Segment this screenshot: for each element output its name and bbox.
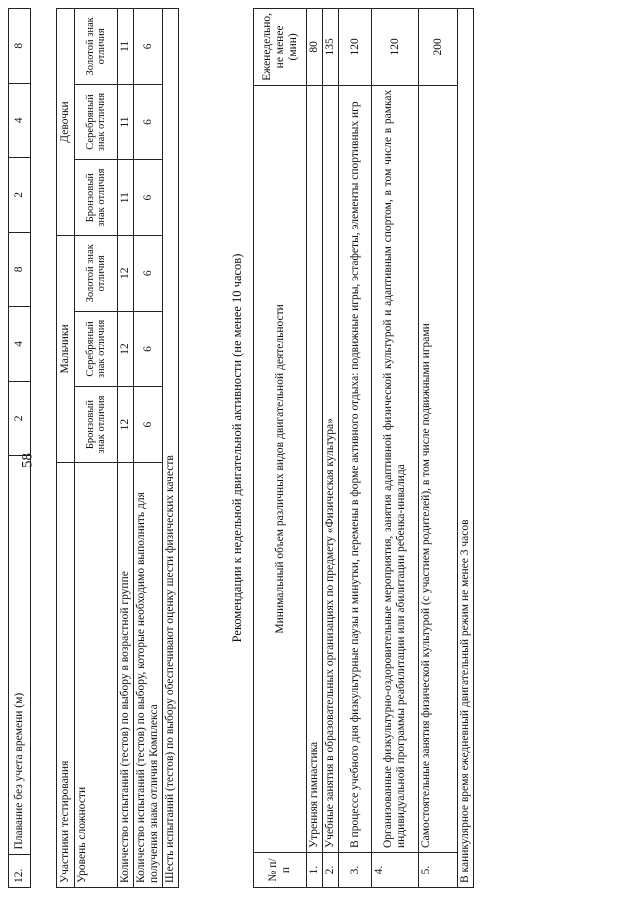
table-cell: 11 <box>118 84 134 160</box>
girls-header: Девочки <box>57 9 75 236</box>
recommendations-table <box>253 8 474 888</box>
activity-text: Утренняя гимнастика <box>307 85 323 852</box>
minutes-value: 135 <box>323 9 339 86</box>
page-number: 58 <box>19 453 36 468</box>
table-cell: 4 <box>9 83 31 158</box>
table-cell: 6 <box>134 311 163 387</box>
boys-header: Мальчики <box>57 235 75 462</box>
row-label: Количество испытаний (тестов) по выбору, которые необходимо выполнить для получения знака отличия Комплекса <box>134 462 163 887</box>
table-row <box>307 9 323 888</box>
table-row <box>57 9 75 888</box>
minutes-value: 200 <box>419 9 458 86</box>
table-row <box>75 9 118 888</box>
table-row <box>372 9 419 888</box>
table-row <box>339 9 372 888</box>
table-cell: 2 <box>9 158 31 233</box>
swim-row-table <box>8 8 31 888</box>
badge-header: Бронзовый знак отличия <box>75 160 118 236</box>
table-cell: 2 <box>9 381 31 456</box>
row-label: Плавание без учета времени (м) <box>9 456 31 854</box>
difficulty-label: Уровень сложности <box>75 462 118 887</box>
row-label: Количество испытаний (тестов) по выбору в возрастной группе <box>118 462 134 887</box>
table-cell: 12 <box>118 387 134 463</box>
row-number: 2. <box>323 853 339 888</box>
activity-text: Самостоятельные занятия физической культурой (с участием родителей), в том числе подвижными играми <box>419 85 458 852</box>
table-row <box>419 9 458 888</box>
minutes-value: 120 <box>339 9 372 86</box>
table-cell: 8 <box>9 232 31 307</box>
badge-header: Бронзовый знак отличия <box>75 387 118 463</box>
table-cell: 6 <box>134 160 163 236</box>
table-row <box>254 9 307 888</box>
activity-text: В процессе учебного дня физкультурные паузы и минутки, перемены в форме активного отдыха: подвижные игры, эстафеты, элементы спортивных игр <box>339 85 372 852</box>
minutes-value: 120 <box>372 9 419 86</box>
table-cell: 8 <box>9 9 31 84</box>
table-row <box>323 9 339 888</box>
header-num: № п/п <box>254 853 307 888</box>
table-cell: 6 <box>134 235 163 311</box>
participants-label: Участники тестирования <box>57 462 75 887</box>
row-number: 1. <box>307 853 323 888</box>
minutes-value: 80 <box>307 9 323 86</box>
badge-header: Серебряный знак отличия <box>75 311 118 387</box>
table-row <box>163 9 179 888</box>
vacation-note: В каникулярное время ежедневный двигательный режим не менее 3 часов <box>458 9 474 888</box>
row-number: 4. <box>372 853 419 888</box>
rotated-page-content <box>8 8 628 888</box>
table-cell: 11 <box>118 9 134 85</box>
table-row <box>134 9 163 888</box>
badge-header: Серебряный знак отличия <box>75 84 118 160</box>
row-number: 5. <box>419 853 458 888</box>
table-cell: 12 <box>118 235 134 311</box>
activity-text: Учебные занятия в образовательных организациях по предмету «Физическая культура» <box>323 85 339 852</box>
table-cell: 4 <box>9 307 31 382</box>
table-cell: 6 <box>134 84 163 160</box>
header-time: Еженедельно, не менее (мин) <box>254 9 307 86</box>
header-activity: Минимальный объем различных видов двигательной деятельности <box>254 85 307 852</box>
row-number: 3. <box>339 853 372 888</box>
test-table <box>56 8 179 888</box>
table-row <box>458 9 474 888</box>
badge-header: Золотой знак отличия <box>75 9 118 85</box>
row-number: 12. <box>9 854 31 887</box>
badge-header: Золотой знак отличия <box>75 235 118 311</box>
table-cell: 11 <box>118 160 134 236</box>
activity-text: Организованные физкультурно-оздоровительные мероприятия, занятия адаптивной физической культурой и адаптивным спортом, в том числе в рамках индивидуальной программы реабилитации или абилитации ребенка-инвалида <box>372 85 419 852</box>
table-cell: 6 <box>134 387 163 463</box>
table-row <box>118 9 134 888</box>
test-table-footer: Шесть испытаний (тестов) по выбору обеспечивают оценку шести физических качеств <box>163 9 179 888</box>
table-row <box>9 9 31 888</box>
recommendations-title: Рекомендации к недельной двигательной активности (не менее 10 часов) <box>230 253 244 643</box>
table-cell: 12 <box>118 311 134 387</box>
table-cell: 6 <box>134 9 163 85</box>
